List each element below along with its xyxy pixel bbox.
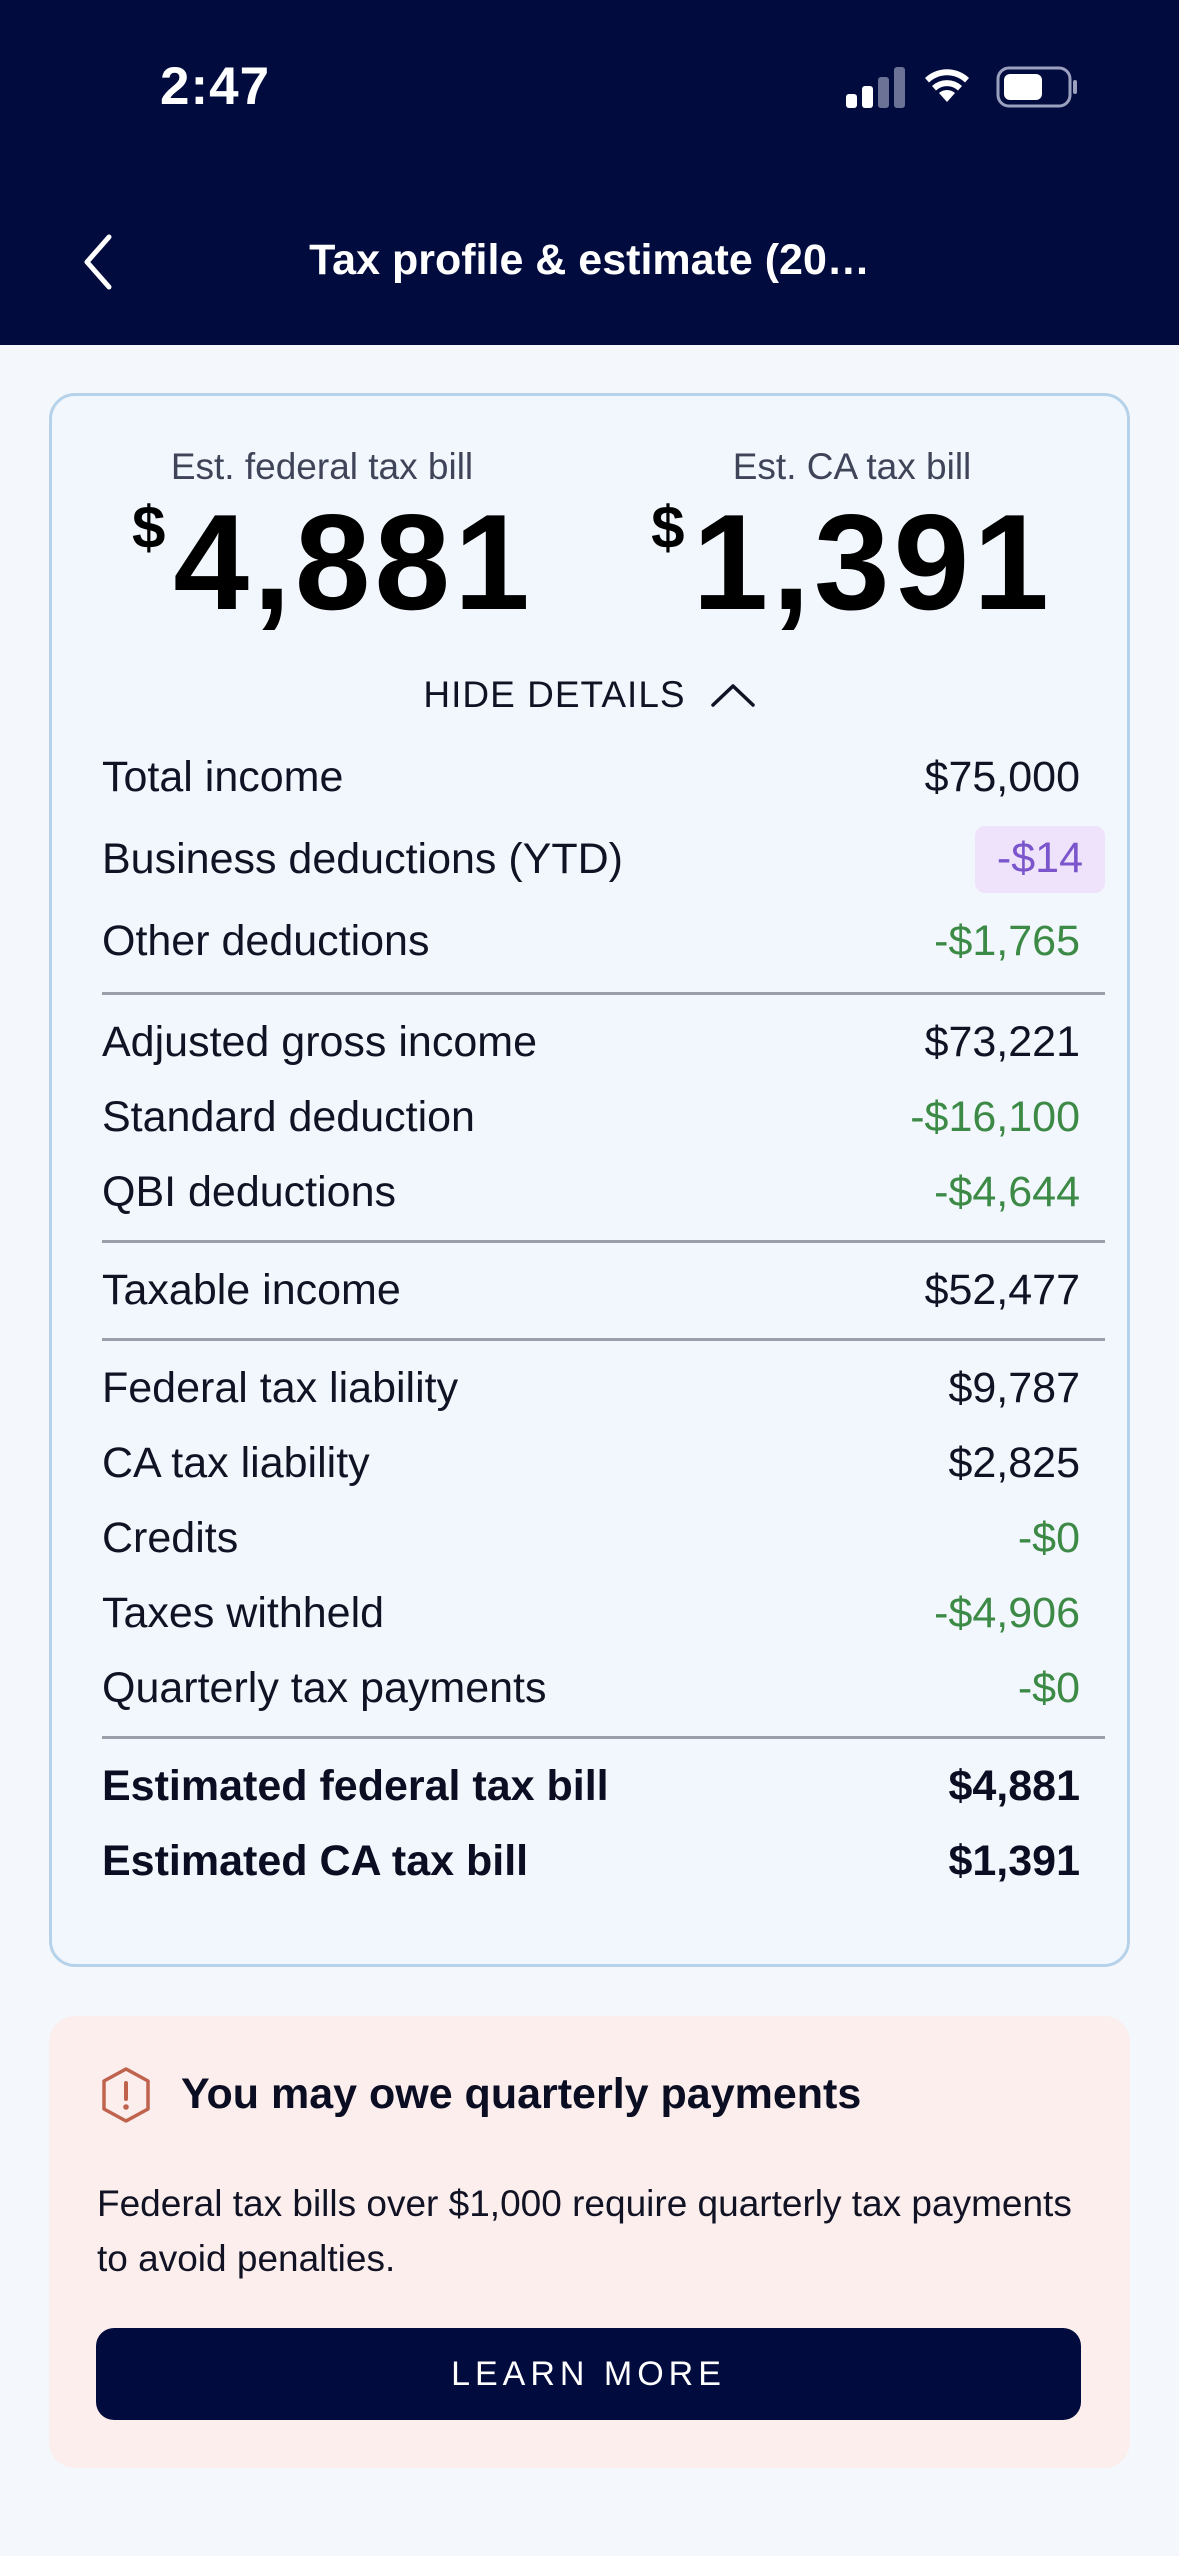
detail-value: $2,825 [948,1439,1080,1487]
divider [102,992,1105,995]
detail-value: -$0 [1017,1664,1080,1712]
detail-label: Other deductions [102,916,430,965]
chevron-up-icon [710,682,756,708]
learn-more-button[interactable]: LEARN MORE [96,2328,1081,2420]
warning-octagon-icon [99,2066,153,2124]
detail-label: Taxable income [102,1266,401,1314]
hide-details-label: HIDE DETAILS [423,674,686,715]
ca-estimate [632,446,1072,638]
detail-label: Quarterly tax payments [102,1664,547,1712]
detail-row-qbi-deductions [102,1155,1105,1230]
federal-estimate-label: Est. federal tax bill [170,446,474,487]
alert-title: You may owe quarterly payments [181,2070,862,2118]
detail-label: Taxes withheld [102,1589,385,1637]
detail-row-credits [102,1501,1105,1576]
divider [102,1338,1105,1341]
detail-row-taxes-withheld [102,1576,1105,1651]
detail-row-standard-deduction [102,1080,1105,1155]
detail-label: Standard deduction [102,1093,475,1141]
detail-row-taxable-income [102,1253,1105,1328]
detail-row-quarterly-payments [102,1651,1105,1726]
business-deductions-badge[interactable]: -$14 [975,826,1105,893]
cellular-signal-icon [846,66,906,108]
divider [102,1736,1105,1739]
detail-row-federal-liability [102,1351,1105,1426]
tax-estimate-card [49,393,1130,1967]
federal-estimate [132,446,534,638]
detail-label: Credits [102,1514,239,1562]
detail-row-business-deductions[interactable] [102,818,1105,900]
status-time: 2:47 [160,57,271,116]
wifi-icon [922,62,972,106]
detail-row-other-deductions [102,900,1105,982]
detail-value: -$4,644 [934,1168,1080,1216]
detail-value: -$1,765 [934,916,1080,965]
app-header [0,0,1179,345]
detail-row-est-ca [102,1824,1105,1899]
detail-value: -$0 [1017,1514,1080,1562]
currency-symbol: $ [651,494,689,561]
detail-label: Total income [102,752,344,801]
detail-row-total-income [102,736,1105,818]
detail-label: QBI deductions [102,1168,397,1216]
federal-estimate-value: 4,881 [173,486,534,638]
ca-estimate-amount [632,486,1072,638]
detail-row-ca-liability [102,1426,1105,1501]
quarterly-payments-alert [49,2016,1130,2468]
ca-estimate-label: Est. CA tax bill [732,446,972,487]
detail-label: CA tax liability [102,1439,370,1487]
detail-value: $4,881 [948,1762,1080,1810]
detail-row-agi [102,1005,1105,1080]
detail-label: Estimated CA tax bill [102,1837,529,1885]
federal-estimate-amount [132,486,534,638]
alert-body: Federal tax bills over $1,000 require quarterly tax payments to avoid penalties. [97,2183,1072,2279]
detail-value: -$4,906 [934,1589,1080,1637]
detail-value: $9,787 [948,1364,1080,1412]
battery-icon [996,66,1078,108]
detail-label: Estimated federal tax bill [102,1762,609,1810]
detail-value: $73,221 [924,1018,1080,1066]
detail-value: $52,477 [924,1266,1080,1314]
detail-label: Adjusted gross income [102,1018,537,1066]
ca-estimate-value: 1,391 [692,486,1053,638]
detail-value: $75,000 [924,752,1080,801]
detail-value: -$16,100 [910,1093,1080,1141]
details-list [102,736,1105,1899]
hide-details-toggle[interactable] [52,674,1127,716]
detail-row-est-federal [102,1749,1105,1824]
detail-value: $1,391 [948,1837,1080,1885]
divider [102,1240,1105,1243]
page-title: Tax profile & estimate (20… [309,236,870,284]
detail-label: Federal tax liability [102,1364,459,1412]
currency-symbol: $ [132,494,170,561]
detail-label: Business deductions (YTD) [102,834,623,883]
